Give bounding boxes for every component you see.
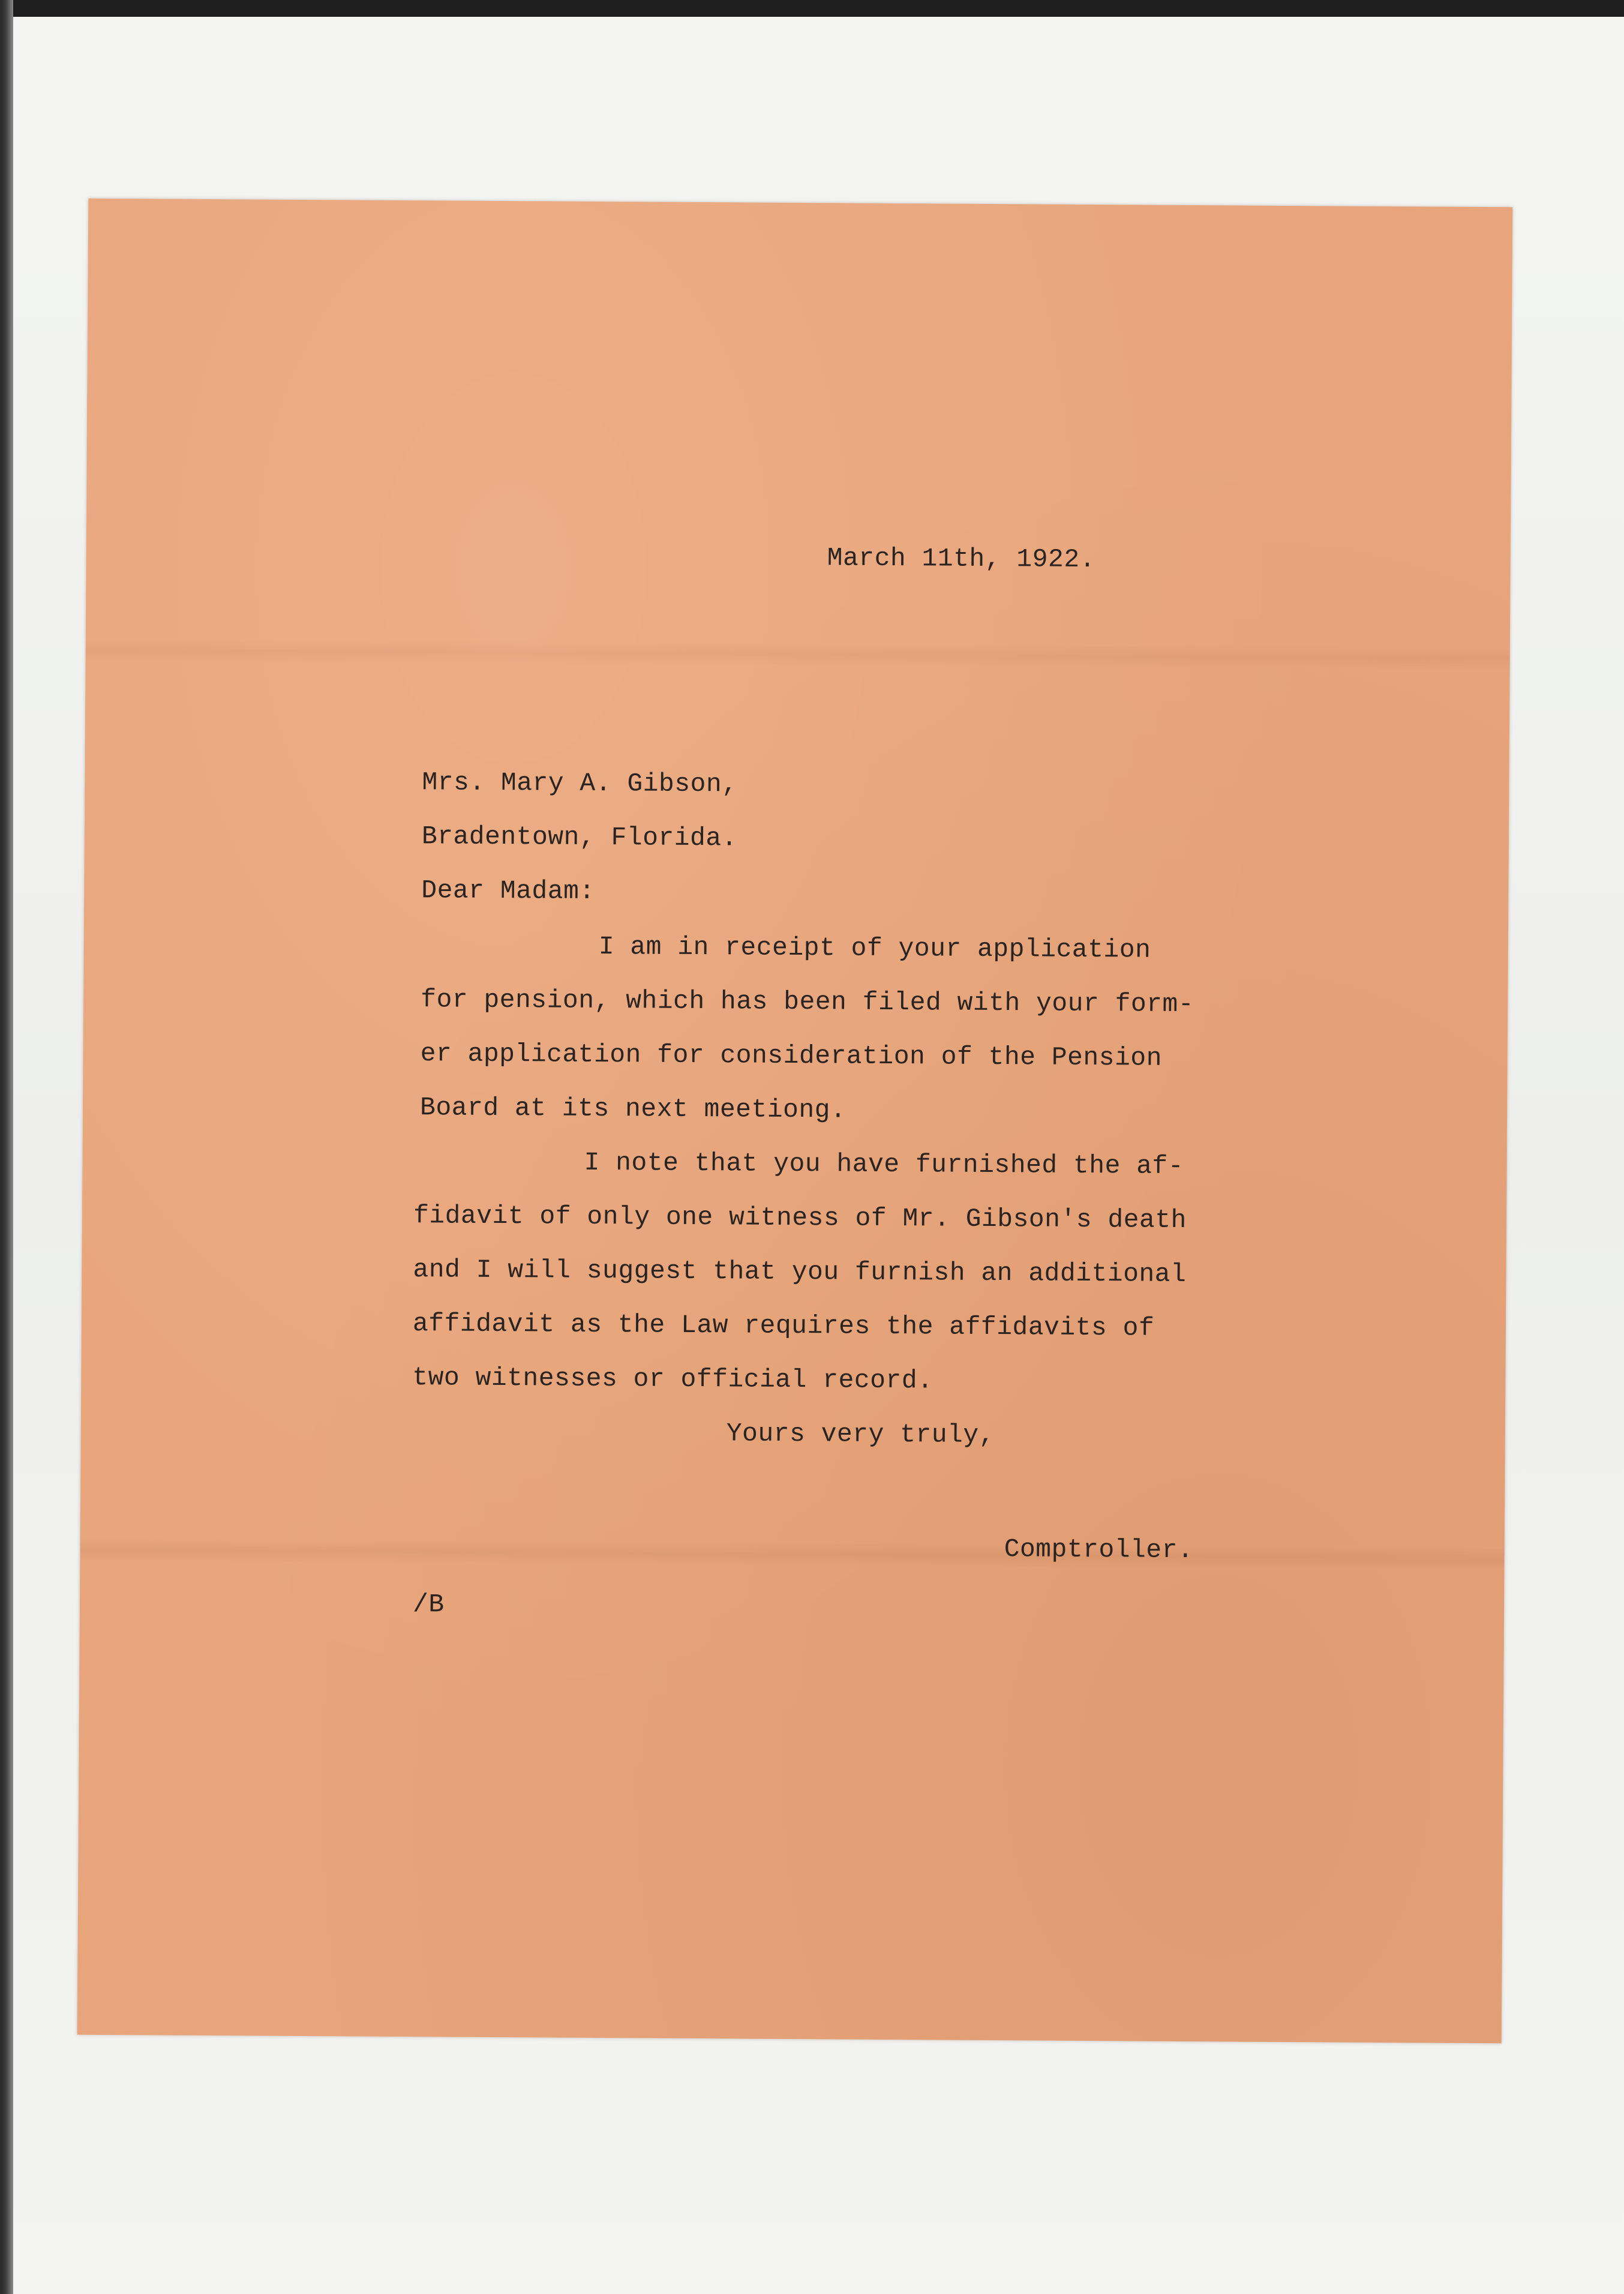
scanner-edge-left — [0, 0, 13, 2294]
salutation: Dear Madam: — [421, 875, 595, 906]
body-line: I note that you have furnished the af- — [584, 1147, 1184, 1181]
body-line: affidavit as the Law requires the affidavits of — [412, 1309, 1155, 1343]
recipient-name: Mrs. Mary A. Gibson, — [422, 767, 738, 799]
body-line: I am in receipt of your application — [598, 931, 1151, 965]
letter-date: March 11th, 1922. — [827, 543, 1096, 575]
body-line: two witnesses or official record. — [412, 1363, 933, 1396]
body-line: and I will suggest that you furnish an additional — [413, 1255, 1187, 1289]
recipient-location: Bradentown, Florida. — [421, 821, 738, 853]
signature-title: Comptroller. — [1004, 1534, 1194, 1566]
body-line: Board at its next meetiong. — [419, 1093, 846, 1125]
typist-initials: /B — [412, 1590, 445, 1620]
body-line: er application for consideration of the Pension — [420, 1039, 1163, 1073]
body-line: for pension, which has been filed with your form- — [421, 985, 1194, 1019]
body-line: fidavit of only one witness of Mr. Gibson's death — [413, 1201, 1187, 1235]
letter-sheet — [77, 199, 1513, 2043]
closing: Yours very truly, — [726, 1419, 995, 1450]
scanner-edge-top — [0, 0, 1624, 17]
